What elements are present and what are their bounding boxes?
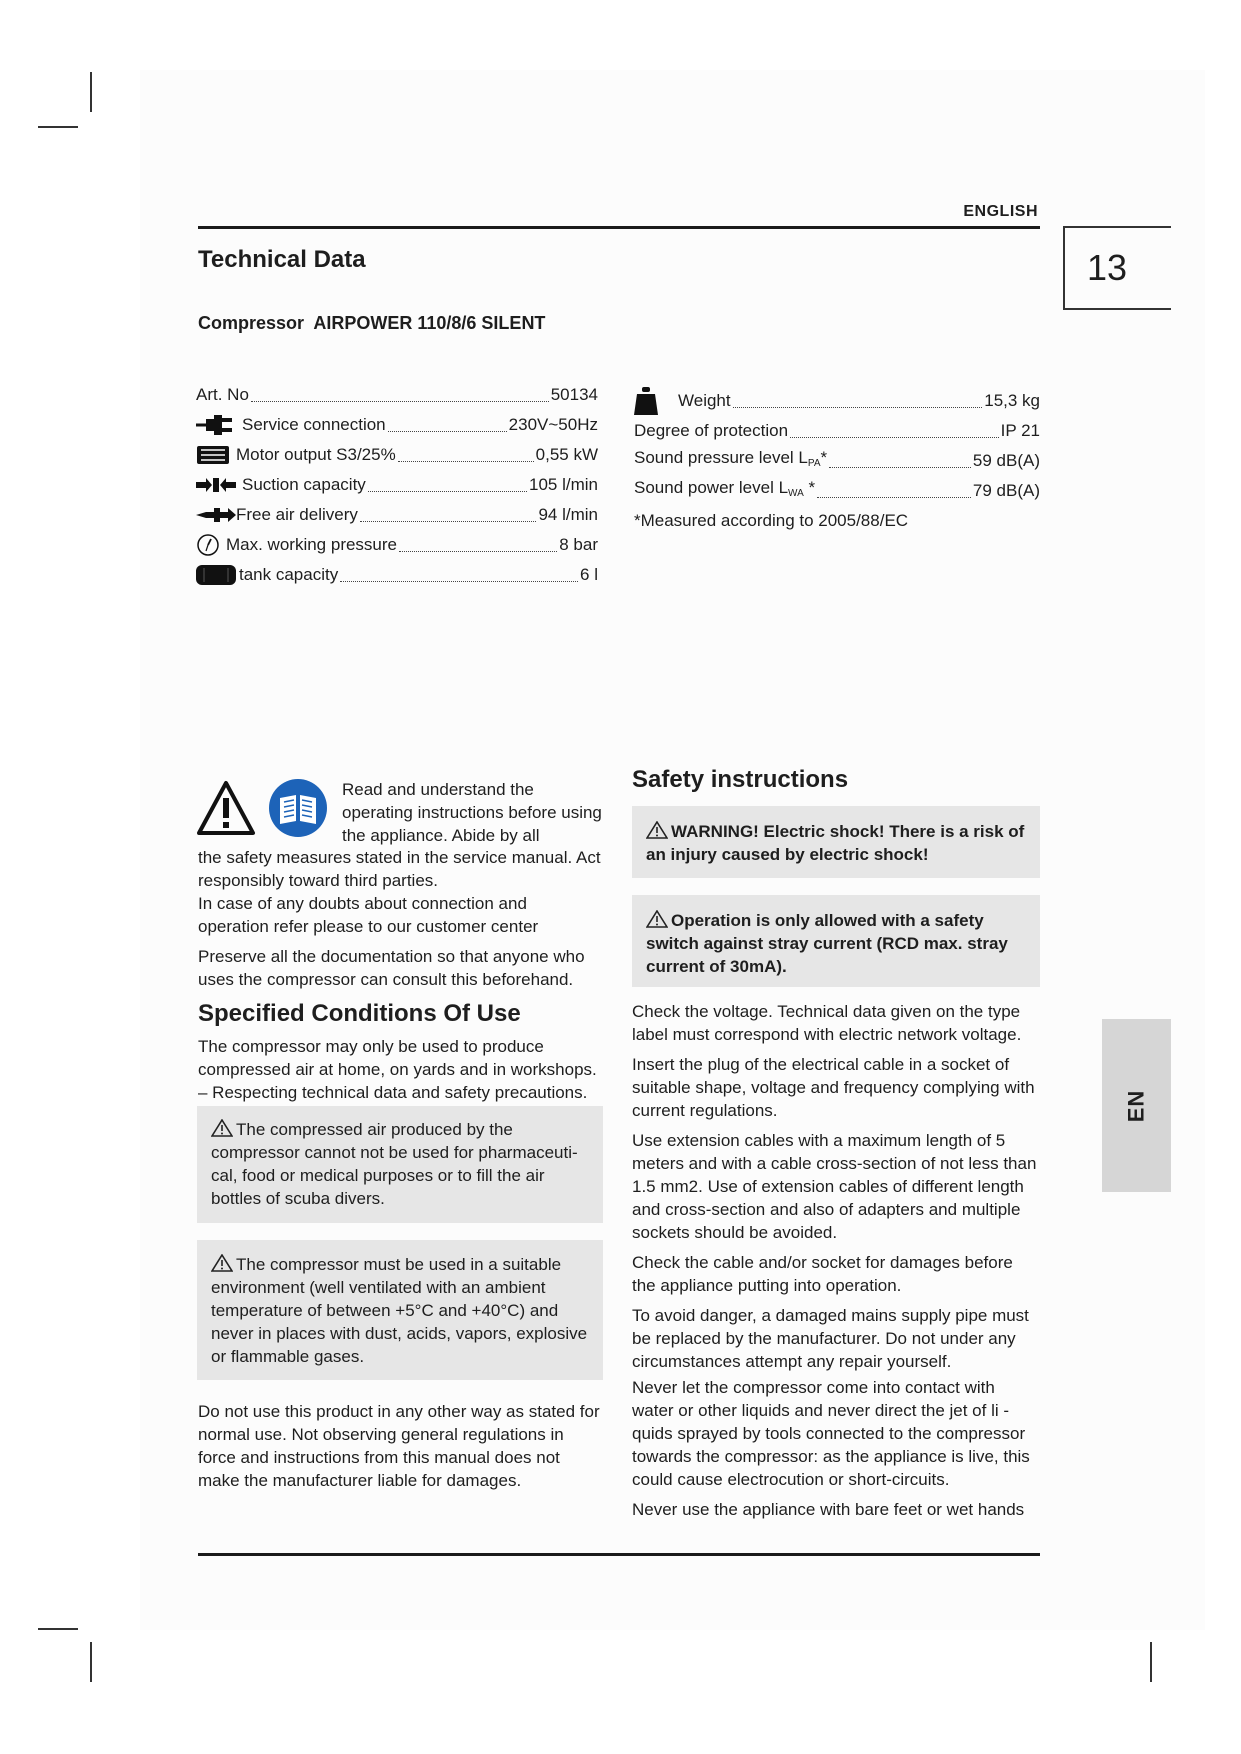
safety-paragraph: Use extension cables with a maximum length of 5 meters and with a cable cross-section of not less than 1.5 mm2. Use of extension cables of different length and cross-section and also of adapters and multiple sockets should be avoided.: [632, 1131, 1037, 1242]
top-rule: [198, 226, 1040, 229]
motor-icon: [196, 444, 230, 466]
spec-row: [634, 476, 1040, 506]
model-name: Compressor AIRPOWER 110/8/6 SILENT: [198, 313, 546, 333]
liability-text: Do not use this product in any other way as stated for normal use. Not observing general regulations in force and instructions from this manual does not make the manufacturer liable for damages.: [198, 1402, 600, 1490]
crop-mark: [38, 1628, 78, 1630]
spec-label-text: Sound power level L: [634, 478, 789, 497]
safety-title: Safety instructions: [632, 766, 849, 793]
language-tab-label: EN: [1123, 1089, 1149, 1122]
safety-paragraph: Check the voltage. Technical data given on the type label must correspond with electric network voltage.: [632, 1002, 1022, 1044]
crop-mark: [38, 126, 78, 128]
warning-icon: [211, 1119, 233, 1137]
crop-mark: [90, 1642, 92, 1682]
read-manual-icon: [268, 778, 328, 843]
spec-value: 50134: [550, 385, 598, 404]
technical-data-title: Technical Data: [198, 246, 366, 273]
language-tab: [1102, 1019, 1171, 1192]
spec-label: Motor output S3/25%: [236, 445, 396, 464]
rcd-warning: [632, 895, 1040, 987]
spec-row: [196, 560, 598, 590]
footnote: *Measured according to 2005/88/EC: [634, 511, 909, 530]
air-delivery-icon: [196, 506, 236, 524]
safety-paragraph: Never use the appliance with bare feet or wet hands: [632, 1500, 1025, 1519]
tank-icon: [196, 564, 236, 586]
warning-icon: [646, 910, 668, 928]
leader-dots: [388, 430, 507, 432]
spec-row: [196, 440, 598, 470]
safety-paragraph: To avoid danger, a damaged mains supply pipe must be replaced by the manufacturer. Do not under any circumstances attempt any repair yourself.: [632, 1306, 1029, 1371]
spec-value: 230V~50Hz: [508, 415, 598, 434]
specified-use-text: The compressor may only be used to produce compressed air at home, on yards and in workshops. – Respecting technical data and safety precautions.: [198, 1037, 597, 1102]
plug-icon: [196, 414, 236, 436]
leader-dots: [368, 490, 527, 492]
bottom-rule: [198, 1553, 1040, 1556]
leader-dots: [817, 496, 971, 498]
leader-dots: [251, 400, 549, 402]
page-number: 13: [1063, 226, 1171, 310]
weight-icon: [634, 387, 658, 415]
environment-note: [197, 1240, 603, 1380]
spec-value: IP 21: [1000, 421, 1040, 440]
spec-label: Service connection: [242, 415, 386, 434]
spec-value: 94 l/min: [538, 505, 598, 524]
spec-value: 79 dB(A): [972, 481, 1040, 500]
spec-list-right: [634, 386, 1040, 536]
electric-shock-warning: [632, 806, 1040, 878]
spec-row: [634, 416, 1040, 446]
read-instructions-text: Read and understand the operating instructions before using the appliance. Abide by all: [342, 780, 602, 845]
spec-list-left: [196, 380, 598, 590]
spec-value: 0,55 kW: [535, 445, 598, 464]
spec-value: 6 l: [580, 565, 598, 584]
safety-paragraphs: [632, 1000, 1040, 1521]
spec-row: [196, 530, 598, 560]
doubts-text: In case of any doubts about connection and operation refer please to our customer center: [198, 894, 539, 936]
spec-label: Free air delivery: [236, 505, 358, 524]
crop-mark: [1150, 1642, 1152, 1682]
spec-suffix: *: [803, 478, 816, 497]
spec-value: 8 bar: [559, 535, 598, 554]
leader-dots: [398, 460, 534, 462]
spec-label-text: Sound pressure level L: [634, 448, 808, 467]
spec-value: 59 dB(A): [972, 451, 1040, 470]
read-instructions-text-continued: the safety measures stated in the service manual. Act responsibly toward third parties.: [198, 848, 601, 890]
specified-use-title: Specified Conditions Of Use: [198, 1000, 521, 1027]
spec-row: [196, 380, 598, 410]
suction-icon: [196, 476, 236, 494]
leader-dots: [340, 580, 578, 582]
leader-dots: [399, 550, 557, 552]
leader-dots: [790, 436, 999, 438]
spec-row: [634, 386, 1040, 416]
spec-subscript: WA: [788, 488, 804, 499]
language-header: ENGLISH: [963, 203, 1038, 220]
spec-subscript: PA: [807, 458, 821, 469]
spec-label: tank capacity: [239, 565, 339, 584]
spec-row: [634, 446, 1040, 476]
warning-triangle-icon: [196, 780, 256, 841]
leader-dots: [733, 406, 983, 408]
pressure-gauge-icon: [196, 533, 220, 557]
spec-label: Degree of protection: [634, 421, 789, 440]
air-usage-note-text: The compressed air produced by the compressor cannot not be used for pharmaceuti-cal, food or medical purposes or to fill the air bottles of scuba divers.: [211, 1120, 578, 1208]
spec-label: Suction capacity: [242, 475, 366, 494]
warning-icon: [646, 821, 668, 839]
electric-shock-warning-text: WARNING! Electric shock! There is a risk of an injury caused by electric shock!: [646, 822, 1025, 864]
environment-note-text: The compressor must be used in a suitable environment (well ventilated with an ambient temperature of between +5°C and +40°C) and never in places with dust, acids, vapors, explosive or flammable gases.: [211, 1255, 588, 1366]
leader-dots: [360, 520, 537, 522]
spec-value: 105 l/min: [529, 475, 598, 494]
spec-row: [196, 410, 598, 440]
spec-row: [196, 470, 598, 500]
crop-mark: [90, 72, 92, 112]
spec-label: Weight: [678, 391, 731, 410]
safety-paragraph: Never let the compressor come into contact with water or other liquids and never direct the jet of li - quids sprayed by tools connected to the compressor towards the compressor: as the appliance is live, this could cause electrocution or short-circuits.: [632, 1378, 1030, 1489]
safety-paragraph: Check the cable and/or socket for damages before the appliance putting into operation.: [632, 1253, 1013, 1295]
spec-label: Max. working pressure: [226, 535, 398, 554]
preserve-text: Preserve all the documentation so that anyone who uses the compressor can consult this beforehand.: [198, 947, 585, 989]
safety-paragraph: Insert the plug of the electrical cable in a socket of suitable shape, voltage and frequency complying with current regulations.: [632, 1055, 1035, 1120]
warning-icon: [211, 1254, 233, 1272]
spec-row: [196, 500, 598, 530]
spec-suffix: *: [820, 448, 828, 467]
spec-value: 15,3 kg: [984, 391, 1040, 410]
leader-dots: [829, 466, 971, 468]
spec-label: [634, 473, 815, 509]
air-usage-note: [197, 1106, 603, 1223]
rcd-warning-text: Operation is only allowed with a safety switch against stray current (RCD max. stray current of 30mA).: [646, 911, 1008, 976]
spec-label: Art. No: [196, 385, 249, 404]
